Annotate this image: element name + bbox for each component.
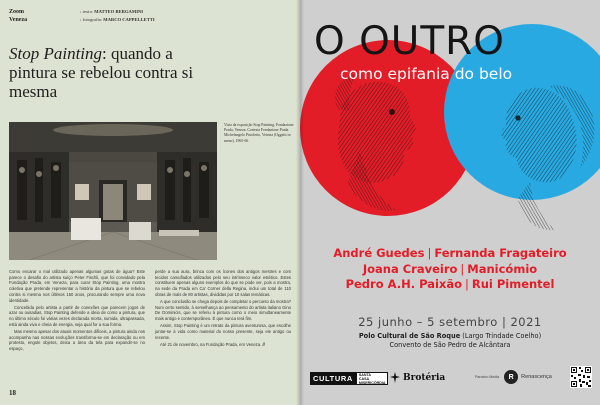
venue-line-1 [300,332,600,341]
body-column-left [9,269,145,353]
section-label [9,8,27,24]
exhibition-venue [300,332,600,350]
exhibition-subtitle: como epifania do belo [340,65,513,83]
exhibition-title: O OUTRO [314,19,505,64]
venue-name: Polo Cultural de São Roque [358,332,461,340]
page-number: 18 [9,389,16,397]
renascenca-wordmark: Renascença [521,374,552,380]
paragraph: Como encarar o mal utilizado apenas algumas gotas de água? Este parece o desafio do artista suíço Peter Fischli, que foi convidado pela Fundação Prada, em Veneza, para curar Stop Painting, uma mostra coletiva que pretende representar a história da pintura que se rebelou contra si mesma nos últimos 150 anos, procurando sempre uma nova identidade. [9,269,145,303]
section-zoom: Zoom [9,9,24,15]
santa-casa-box: SANTA CASA MISERICÓRDIA [356,372,389,385]
artist-list [300,246,600,293]
artist-name: Joana Craveiro [362,261,458,276]
end-mark: // [262,341,265,347]
broteria-emblem-icon [390,372,400,383]
paragraph: A que conclusão se chega depois de completar o percurso da mostra? Num certo sentido, à semelhança ao pensamento do artista italiano Gino De Dominicis, que se referiu à pintura como o meio simultaneamente mais antigo e contemporâneo. É que nunca terá fim. [155,299,291,322]
artist-separator: | [464,277,469,291]
credit-text: › texto: MATTEO BERGAMINI [80,9,144,14]
paragraph: Assim, Stop Painting é um retrato da pintura aventurosa, que escolhe juntar-se à vida como material do nosso presente, seja ele antigo ou recente. [155,323,291,340]
paragraph: Concebida pelo artista a partir de conexões que parecem jogos de azar ou ousadias, Stop Painting defende a ideia de como a pintura, que no último século foi várias vezes declarada morta, sumida, ultrapassada, está ainda viva e cheia de energia, seja qual for a sua forma. [9,304,145,327]
renascenca-r-icon: R [504,370,518,384]
artist-name: Rui Pimentel [471,277,555,291]
renascenca-logo [475,370,552,384]
article-headline [9,44,209,101]
artist-name: André Guedes [333,246,425,260]
photo-caption: Vista da exposição Stop Painting, Fondazione Prada, Veneza. Cortesia Fondazione Prada. Michelangelo Pistoletto, Vetrina (Oggetti in meno), 1965-66 [224,123,294,143]
right-page-advertisement [300,0,600,405]
cultura-wordmark: CULTURA [310,372,356,385]
venue-line-2: Convento de São Pedro de Alcântara [389,341,511,349]
artist-row [300,246,600,262]
credit-photo: › fotografia: MARCO CAPPELLETTI [80,17,155,22]
artist-name: Fernanda Fragateiro [434,246,567,260]
media-partner-label: Parceiro Media [475,375,500,379]
artist-name: Manicómio [467,261,538,276]
headline-rest: : quando a pintura se rebelou contra si mesma [9,44,194,101]
paragraph: perde a sua aura, brinca com os ícones dos antigos mestres e com tecidos camuflados utilizados pelo seu intrínseco valor estético. Estes constituem apenas alguns exemplos do que se pode ver, pois a mostra, na sede da Prada em Ca' Corner della Regina, inclui um total de 110 obras de mais de 80 artistas, divididas por 10 salas temáticas. [155,269,291,297]
body-column-right [155,269,291,353]
artist-row [300,277,600,293]
artist-separator: | [427,246,432,260]
broteria-wordmark: Brotéria [403,372,446,383]
paragraph-last: Até 21 de novembro, na Fundação Prada, em Veneza. // [160,341,265,347]
paragraph: Mas mesmo apesar dos atuais momentos difíceis, a pintura ainda nos acompanha nas nossas evoluções transforma-se em declaração ou em protesto, engole objetos, deixa a área da tela para expandir-se no espaço, [9,329,145,352]
exhibition-dates: 25 junho – 5 setembro | 2021 [358,315,542,329]
headline-italic: Stop Painting [9,44,103,63]
exhibition-photo [9,122,217,260]
section-city: Veneza [9,17,28,23]
article-body [9,269,291,353]
qr-code-icon [570,366,592,388]
article-credits [80,8,155,24]
artist-row [300,262,600,278]
venue-detail: (Largo Trindade Coelho) [462,332,542,340]
broteria-logo [390,372,445,383]
artist-separator: | [460,261,465,276]
cultura-logo [310,372,388,385]
sponsor-logos [310,366,594,392]
artist-name: Pedro A.H. Paixão [345,277,462,291]
